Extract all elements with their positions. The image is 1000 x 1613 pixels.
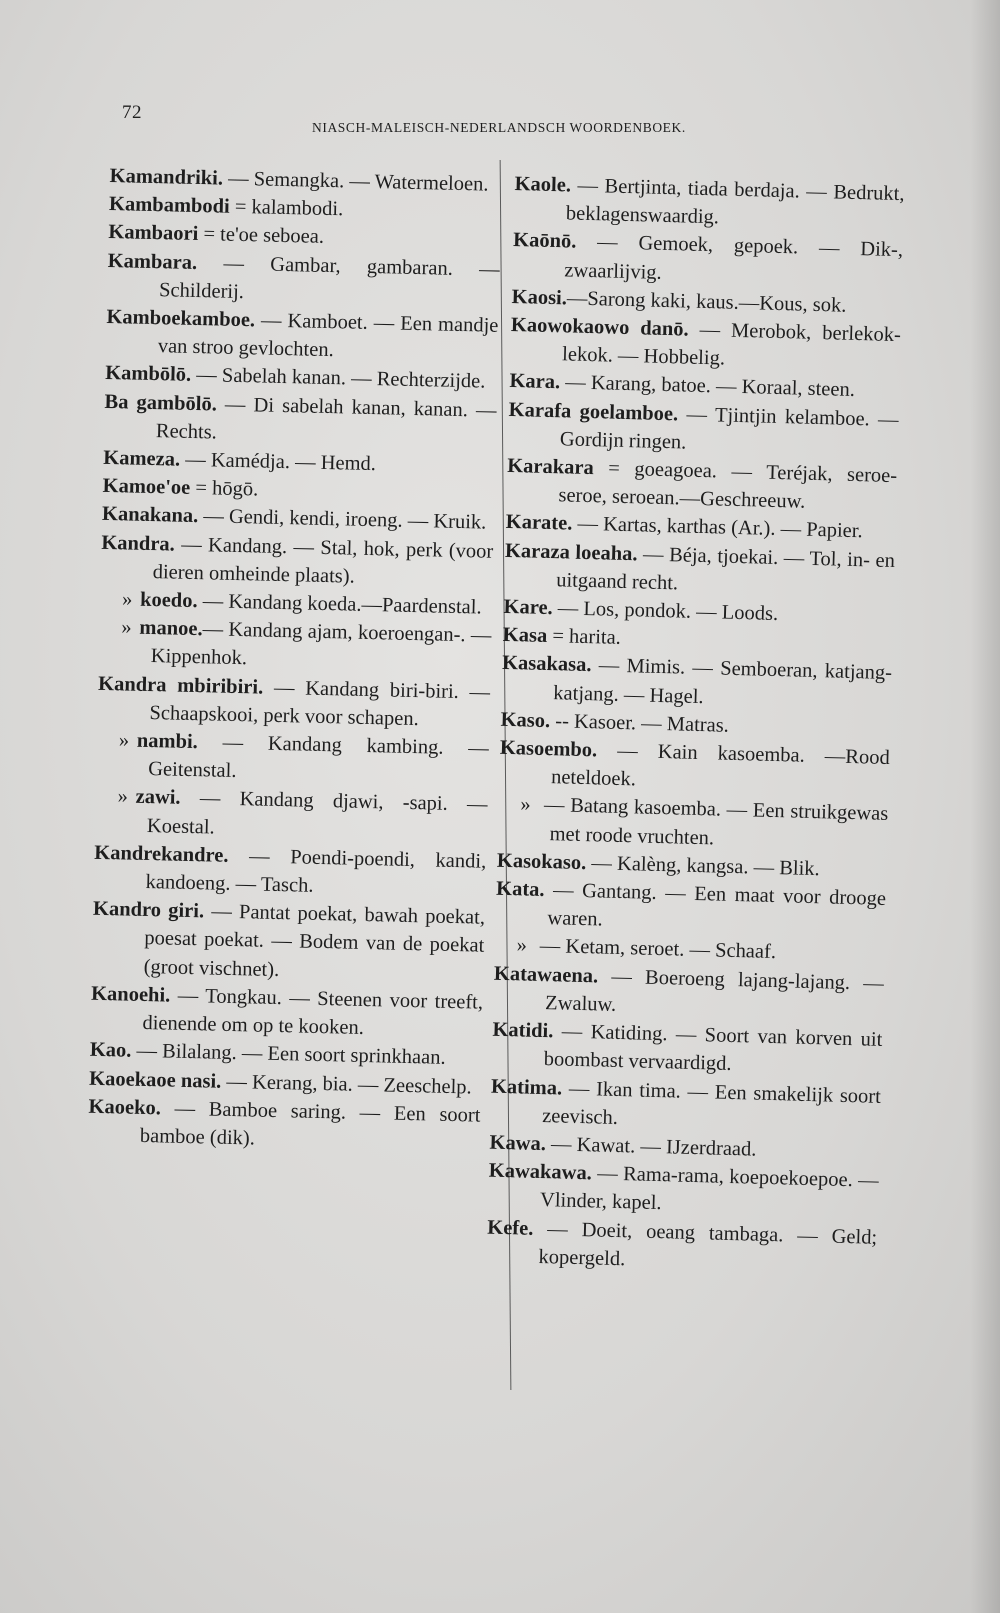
entry-definition: — Gemoek, gepoek. — Dik-, zwaarlijvig. bbox=[564, 231, 904, 284]
ditto-marker: » bbox=[121, 588, 133, 611]
entry-definition: — Bertjinta, tiada berdaja. — Bedrukt, beklagenswaardig. bbox=[565, 174, 905, 229]
entry-definition: —Sarong kaki, kaus.—Kous, sok. bbox=[566, 287, 847, 317]
entry-headword: Kaso. bbox=[500, 708, 551, 732]
entry-headword: Kambambodi bbox=[108, 193, 231, 218]
entry-headword: Kaoekaoe nasi. bbox=[88, 1067, 222, 1093]
dictionary-entry bbox=[491, 1016, 882, 1083]
entry-definition: = hōgō. bbox=[190, 477, 259, 501]
entry-headword: Kaosi. bbox=[511, 285, 568, 310]
entry-headword: zawi. bbox=[135, 786, 181, 810]
dictionary-entry bbox=[493, 959, 884, 1026]
entry-definition: — Kandang ajam, koeroengan-. — Kippenhok. bbox=[150, 618, 492, 670]
dictionary-entry bbox=[93, 839, 486, 904]
dictionary-entry bbox=[88, 1092, 481, 1157]
entry-definition: — Los, pondok. — Loods. bbox=[552, 597, 779, 626]
dictionary-entry bbox=[508, 396, 899, 463]
right-column bbox=[486, 170, 905, 1280]
dictionary-entry bbox=[97, 670, 490, 735]
entry-definition: — Kandang kambing. — Geitenstal. bbox=[147, 731, 490, 783]
dictionary-entry bbox=[510, 311, 901, 378]
entry-definition: — Kandang koeda.—Paardenstal. bbox=[197, 590, 482, 619]
entry-headword: Kasoembo. bbox=[499, 736, 598, 762]
entry-definition: — Kandang biri-biri. — Schaapskooi, perk voor schapen. bbox=[149, 676, 491, 731]
dictionary-entry bbox=[106, 303, 499, 368]
entry-headword: Kara. bbox=[509, 370, 561, 394]
entry-definition: = goeagoea. — Teréjak, seroe-seroe, seroean.—Geschreeuw. bbox=[558, 457, 898, 513]
entry-definition: — Béja, tjoekai. — Tol, in- en uitgaand recht. bbox=[555, 542, 896, 595]
dictionary-entry bbox=[90, 980, 483, 1045]
dictionary-entry bbox=[512, 226, 903, 293]
entry-definition: — Kamboet. — Een mandje van stroo gevlochten. bbox=[157, 309, 499, 362]
entry-definition: — Bamboe saring. — Een soort bamboe (dik). bbox=[139, 1097, 481, 1150]
entry-definition: — Boeroeng lajang-lajang. — Zwaluw. bbox=[544, 965, 885, 1016]
entry-headword: manoe. bbox=[139, 617, 203, 641]
dictionary-entry bbox=[501, 649, 892, 716]
entry-definition: — Kamédja. — Hemd. bbox=[179, 448, 377, 476]
entry-definition: -- Kasoer. — Matras. bbox=[549, 709, 730, 737]
entry-definition: — Sabelah kanan. — Rechterzijde. bbox=[190, 364, 486, 393]
entry-definition: — Batang kasoemba. — Een struikgewas met roode vruchten. bbox=[538, 794, 889, 850]
entry-headword: koedo. bbox=[139, 588, 198, 613]
entry-definition: — Kerang, bia. — Zeeschelp. bbox=[221, 1070, 472, 1098]
running-head: NIASCH-MALEISCH-NEDERLANDSCH WOORDENBOEK. bbox=[312, 120, 686, 135]
ditto-marker: » bbox=[516, 934, 528, 958]
entry-headword: Kasokaso. bbox=[496, 849, 587, 874]
dictionary-entry bbox=[104, 388, 497, 453]
dictionary-entry bbox=[486, 1213, 877, 1280]
entry-headword: Kawakawa. bbox=[488, 1159, 593, 1185]
entry-headword: Kaōnō. bbox=[512, 229, 577, 254]
entry-definition: — Tjintjin kelamboe. — Gordijn ringen. bbox=[559, 402, 899, 454]
entry-definition: — Ketam, seroet. — Schaaf. bbox=[534, 935, 777, 964]
entry-definition: — Katiding. — Soort van korven uit boombast vervaardigd. bbox=[543, 1020, 883, 1076]
ditto-marker: » bbox=[121, 616, 132, 639]
entry-definition: — Kain kasoemba. —Rood neteldoek. bbox=[550, 739, 891, 791]
entry-headword: Kao. bbox=[89, 1039, 132, 1063]
entry-headword: Katima. bbox=[490, 1075, 563, 1100]
entry-definition: — Mimis. — Semboeran, katjang-katjang. — Hagel. bbox=[553, 654, 893, 708]
entry-headword: Kanoehi. bbox=[90, 982, 171, 1007]
entry-headword: Kambara. bbox=[107, 249, 198, 274]
entry-headword: Kaowokaowo danō. bbox=[510, 313, 689, 341]
entry-headword: Katidi. bbox=[492, 1018, 554, 1043]
entry-headword: Kameza. bbox=[103, 446, 181, 471]
dictionary-entry bbox=[96, 726, 489, 791]
entry-headword: Kasa bbox=[502, 624, 548, 648]
entry-headword: Katawaena. bbox=[493, 962, 599, 988]
entry-headword: Kaoeko. bbox=[88, 1095, 162, 1120]
dictionary-entry bbox=[95, 782, 488, 847]
entry-definition: — Kandang djawi, -sapi. — Koestal. bbox=[146, 787, 488, 839]
entry-definition: — Pantat poekat, bawah poekat, poesat poekat. — Bodem van de poekat (groot vischnet). bbox=[143, 900, 486, 981]
entry-headword: Kambōlō. bbox=[104, 362, 192, 387]
entry-headword: Kefe. bbox=[487, 1216, 534, 1240]
entry-headword: Kambaori bbox=[108, 221, 199, 246]
entry-definition: — Gambar, gambaran. — Schilderij. bbox=[158, 251, 500, 303]
entry-headword: Karakara bbox=[506, 454, 595, 480]
entry-definition: — Bilalang. — Een soort sprinkhaan. bbox=[131, 1040, 446, 1070]
entry-definition: = harita. bbox=[546, 625, 622, 650]
entry-definition: — Kalèng, kangsa. — Blik. bbox=[586, 851, 820, 881]
entry-headword: Kata. bbox=[495, 877, 545, 902]
entry-headword: Kare. bbox=[503, 595, 553, 620]
entry-definition: — Tongkau. — Steenen voor treeft, dienende om op te kooken. bbox=[142, 984, 484, 1040]
entry-definition: = kalambodi. bbox=[229, 195, 344, 221]
entry-headword: Kanakana. bbox=[101, 503, 199, 528]
entry-headword: Karate. bbox=[505, 511, 573, 536]
entry-headword: Karafa goelamboe. bbox=[508, 398, 679, 425]
dictionary-entry bbox=[107, 247, 500, 312]
dictionary-entry bbox=[98, 613, 491, 678]
dictionary-entry bbox=[495, 875, 886, 942]
entry-headword: Kandrekandre. bbox=[94, 841, 229, 867]
page-edge-shadow bbox=[970, 0, 1000, 1613]
ditto-marker: » bbox=[117, 785, 129, 809]
dictionary-entry bbox=[91, 895, 485, 988]
entry-headword: Ba gambōlō. bbox=[104, 390, 218, 416]
dictionary-entry bbox=[100, 529, 493, 594]
entry-headword: Kandra. bbox=[101, 531, 176, 556]
entry-definition: — Karang, batoe. — Koraal, steen. bbox=[559, 371, 856, 402]
entry-headword: Kamboekamboe. bbox=[106, 305, 256, 332]
dictionary-entry bbox=[490, 1072, 881, 1139]
entry-definition: — Kandang. — Stal, hok, perk (voor dieren omheinde plaats). bbox=[152, 533, 494, 588]
dictionary-entry bbox=[514, 170, 905, 237]
dictionary-entry bbox=[499, 734, 890, 801]
entry-definition: — Gantang. — Een maat voor drooge waren. bbox=[544, 879, 887, 931]
dictionary-entry bbox=[488, 1157, 879, 1224]
entry-definition: — Merobok, berlekok-lekok. — Hobbelig. bbox=[561, 318, 902, 370]
entry-headword: Kasakasa. bbox=[501, 652, 592, 677]
dictionary-entry bbox=[506, 452, 897, 519]
dictionary-entry bbox=[497, 790, 888, 857]
entry-definition: — Semangka. — Watermeloen. bbox=[222, 167, 489, 196]
entry-definition: — Ikan tima. — Een smakelijk soort zeevisch. bbox=[541, 1077, 882, 1129]
entry-definition: = te'oe seboea. bbox=[198, 223, 325, 249]
left-column bbox=[88, 162, 502, 1158]
entry-definition: — Kawat. — IJzerdraad. bbox=[545, 1133, 757, 1161]
entry-definition: — Poendi-poendi, kandi, kandoeng. — Tasch. bbox=[145, 844, 487, 897]
dictionary-entry bbox=[504, 537, 895, 604]
page-number: 72 bbox=[122, 102, 142, 123]
entry-headword: nambi. bbox=[136, 729, 199, 754]
entry-headword: Kamandriki. bbox=[109, 164, 224, 190]
entry-headword: Kaole. bbox=[514, 172, 572, 197]
entry-definition: — Rama-rama, koepoekoepoe. — Vlinder, kapel. bbox=[539, 1162, 879, 1215]
entry-headword: Kamoe'oe bbox=[102, 475, 191, 500]
entry-definition: — Kartas, karthas (Ar.). — Papier. bbox=[572, 513, 863, 543]
entry-definition: — Gendi, kendi, iroeng. — Kruik. bbox=[198, 505, 487, 535]
entry-definition: — Doeit, oeang tambaga. — Geld; kopergeld. bbox=[533, 1217, 878, 1270]
ditto-marker: » bbox=[520, 793, 531, 817]
ditto-marker: » bbox=[118, 729, 130, 752]
entry-headword: Karaza loeaha. bbox=[504, 539, 638, 565]
entry-headword: Kandra mbiribiri. bbox=[97, 672, 264, 699]
entry-definition: — Di sabelah kanan, kanan. — Rechts. bbox=[155, 393, 497, 444]
entry-headword: Kandro giri. bbox=[92, 898, 205, 923]
entry-headword: Kawa. bbox=[489, 1131, 547, 1156]
